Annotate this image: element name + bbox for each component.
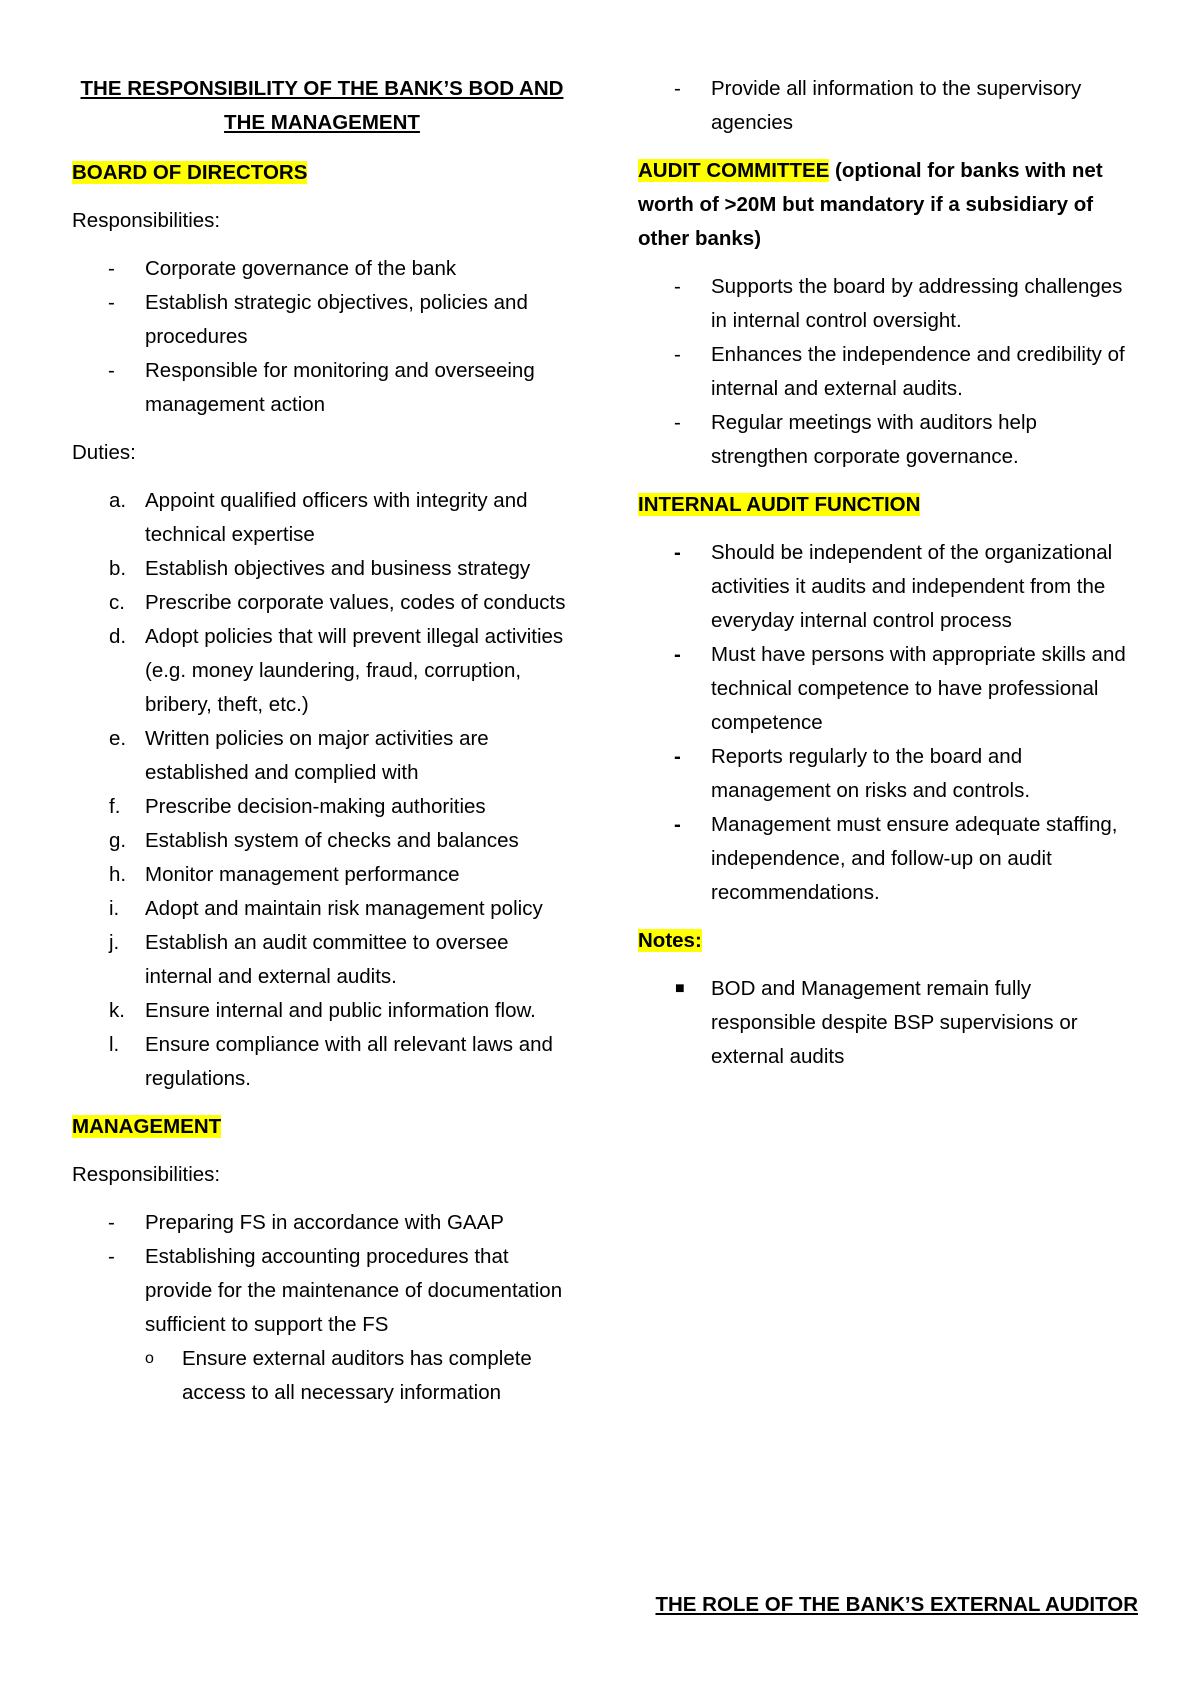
duty-item <box>72 790 572 824</box>
notes-list <box>638 972 1138 1074</box>
audit-committee-heading-text: AUDIT COMMITTEE <box>638 159 830 182</box>
duty-text: Appoint qualified officers with integrity and technical expertise <box>145 489 528 546</box>
list-item <box>638 406 1138 474</box>
internal-audit-heading <box>638 488 1138 522</box>
list-item-text: Enhances the independence and credibility of internal and external audits. <box>711 343 1125 400</box>
list-item <box>72 1240 572 1410</box>
bod-heading <box>72 156 572 190</box>
duty-marker: f. <box>109 795 121 818</box>
internal-audit-heading-text: INTERNAL AUDIT FUNCTION <box>638 493 921 516</box>
dash-marker: - <box>108 1245 115 1268</box>
audit-committee-heading-note: (optional for banks with net worth of >20M but mandatory if a subsidiary of other banks) <box>638 159 1103 250</box>
list-item-text: Responsible for monitoring and overseeing management action <box>145 359 535 416</box>
management-responsibilities-label: Responsibilities: <box>72 1163 221 1186</box>
list-item-text: Establishing accounting procedures that provide for the maintenance of documentation sufficient to support the FS <box>145 1245 563 1336</box>
list-item <box>72 252 572 286</box>
list-item-text: Supports the board by addressing challenges in internal control oversight. <box>711 275 1123 332</box>
list-item <box>638 740 1138 808</box>
bod-duties-label: Duties: <box>72 441 136 464</box>
duty-marker: c. <box>109 591 125 614</box>
duty-marker: b. <box>109 557 127 580</box>
list-item-text: Establish strategic objectives, policies and procedures <box>145 291 528 348</box>
duty-marker: k. <box>109 999 125 1022</box>
dash-marker: - <box>108 359 115 382</box>
duty-marker: e. <box>109 727 127 750</box>
duty-text: Adopt and maintain risk management policy <box>145 897 543 920</box>
next-section-title: THE ROLE OF THE BANK’S EXTERNAL AUDITOR <box>655 1593 1138 1616</box>
internal-audit-list <box>638 536 1138 910</box>
duty-item <box>72 1028 572 1096</box>
management-continued-list <box>638 72 1138 140</box>
left-column <box>72 72 572 1410</box>
list-item <box>638 972 1138 1074</box>
bullet-icon: ■ <box>675 980 685 997</box>
list-item <box>638 72 1138 140</box>
duty-item <box>72 620 572 722</box>
dash-marker: - <box>108 1211 115 1234</box>
list-item-text: Preparing FS in accordance with GAAP <box>145 1211 504 1234</box>
nested-list-item <box>145 1342 572 1410</box>
duty-text: Written policies on major activities are established and complied with <box>145 727 489 784</box>
list-item <box>638 536 1138 638</box>
management-heading <box>72 1110 572 1144</box>
list-item-text: Regular meetings with auditors help strengthen corporate governance. <box>711 411 1037 468</box>
duty-text: Establish objectives and business strategy <box>145 557 531 580</box>
circle-marker: o <box>145 1350 154 1367</box>
document-title: THE RESPONSIBILITY OF THE BANK’S BOD AND THE MANAGEMENT <box>80 77 564 134</box>
list-item-text: Should be independent of the organizational activities it audits and independent from the everyday internal control process <box>711 541 1113 632</box>
duty-marker: a. <box>109 489 127 512</box>
list-item <box>72 354 572 422</box>
notes-heading-text: Notes: <box>638 929 702 952</box>
list-item-text: Provide all information to the supervisory agencies <box>711 77 1082 134</box>
list-item-text: BOD and Management remain fully responsible despite BSP supervisions or external audits <box>711 977 1078 1068</box>
dash-marker: - <box>674 77 681 100</box>
dash-marker: - <box>108 291 115 314</box>
list-item <box>638 808 1138 910</box>
duty-marker: d. <box>109 625 127 648</box>
duty-text: Ensure internal and public information flow. <box>145 999 536 1022</box>
dash-marker: - <box>674 411 681 434</box>
duty-item <box>72 994 572 1028</box>
management-responsibilities-list <box>72 1206 572 1410</box>
management-heading-text: MANAGEMENT <box>72 1115 222 1138</box>
list-item <box>72 286 572 354</box>
audit-committee-list <box>638 270 1138 474</box>
duty-item <box>72 926 572 994</box>
dash-marker: - <box>674 813 681 836</box>
bod-duties-list <box>72 484 572 1096</box>
duty-item <box>72 858 572 892</box>
duty-text: Establish system of checks and balances <box>145 829 519 852</box>
list-item-text: Must have persons with appropriate skills and technical competence to have professional competence <box>711 643 1126 734</box>
bod-responsibilities-list <box>72 252 572 422</box>
duty-item <box>72 552 572 586</box>
dash-marker: - <box>674 343 681 366</box>
list-item-text: Reports regularly to the board and management on risks and controls. <box>711 745 1031 802</box>
duty-item <box>72 484 572 552</box>
duty-text: Adopt policies that will prevent illegal activities (e.g. money laundering, fraud, corruption, bribery, theft, etc.) <box>145 625 564 716</box>
right-column <box>638 72 1138 1088</box>
duty-text: Establish an audit committee to oversee internal and external audits. <box>145 931 509 988</box>
duty-text: Monitor management performance <box>145 863 460 886</box>
management-nested-list <box>145 1342 572 1410</box>
duty-marker: h. <box>109 863 127 886</box>
duty-text: Ensure compliance with all relevant laws and regulations. <box>145 1033 553 1090</box>
list-item <box>72 1206 572 1240</box>
duty-item <box>72 722 572 790</box>
audit-committee-heading <box>638 154 1138 256</box>
list-item-text: Management must ensure adequate staffing, independence, and follow-up on audit recommendations. <box>711 813 1118 904</box>
duty-text: Prescribe decision-making authorities <box>145 795 486 818</box>
list-item <box>638 338 1138 406</box>
list-item <box>638 638 1138 740</box>
list-item-text: Corporate governance of the bank <box>145 257 457 280</box>
duty-marker: i. <box>109 897 120 920</box>
duty-item <box>72 892 572 926</box>
list-item <box>638 270 1138 338</box>
bod-heading-text: BOARD OF DIRECTORS <box>72 161 308 184</box>
duty-marker: j. <box>109 931 120 954</box>
notes-heading <box>638 924 1138 958</box>
dash-marker: - <box>674 275 681 298</box>
dash-marker: - <box>108 257 115 280</box>
dash-marker: - <box>674 541 681 564</box>
duty-item <box>72 824 572 858</box>
duty-text: Prescribe corporate values, codes of conducts <box>145 591 566 614</box>
bod-responsibilities-label: Responsibilities: <box>72 209 221 232</box>
duty-marker: g. <box>109 829 127 852</box>
nested-list-item-text: Ensure external auditors has complete access to all necessary information <box>182 1347 532 1404</box>
duty-item <box>72 586 572 620</box>
dash-marker: - <box>674 745 681 768</box>
duty-marker: l. <box>109 1033 120 1056</box>
dash-marker: - <box>674 643 681 666</box>
